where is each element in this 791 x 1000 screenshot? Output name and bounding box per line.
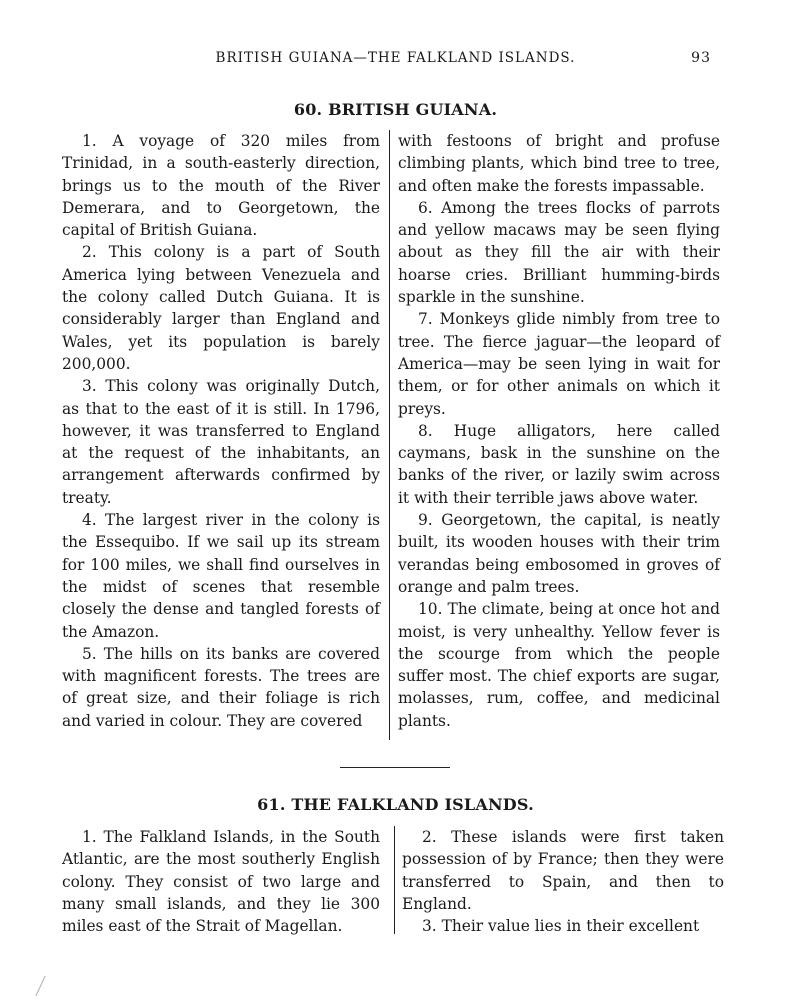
section-60-right-column — [398, 130, 720, 732]
paragraph: 7. Monkeys glide nimbly from tree to tree. The fierce jaguar—the leopard of America—may be seen lying in wait for them, or for other animals on which it preys. — [398, 310, 720, 418]
paragraph: 6. Among the trees flocks of parrots and yellow macaws may be seen flying about as they fill the air with their hoarse cries. Brilliant humming-birds sparkle in the sunshine. — [398, 198, 720, 307]
page-mark — [35, 976, 45, 996]
paragraph: 9. Georgetown, the capital, is neatly built, its wooden houses with their trim verandas being embosomed in groves of orange and palm trees. — [398, 511, 720, 596]
section-61-right-column — [402, 826, 724, 937]
section-60-left-column — [62, 130, 380, 732]
paragraph: 1. The Falkland Islands, in the South Atlantic, are the most southerly English colony. They consist of two large and many small islands, and they lie 300 miles east of the Strait of Magellan. — [62, 828, 380, 936]
paragraph-continuation: with festoons of bright and profuse climbing plants, which bind tree to tree, and often make the forests impassable. — [398, 132, 720, 195]
paragraph: 5. The hills on its banks are covered with magnificent forests. The trees are of great size, and their foliage is rich and varied in colour. They are covered — [62, 644, 380, 730]
page-number: 93 — [691, 50, 711, 66]
section-61-title: 61. THE FALKLAND ISLANDS. — [257, 795, 534, 814]
paragraph: 2. These islands were first taken possession of by France; then they were transferred to Spain, and then to England. — [402, 828, 724, 913]
paragraph: 10. The climate, being at once hot and moist, is very unhealthy. Yellow fever is the scourge from which the people suffer most. The chief exports are sugar, molasses, rum, coffee, and medicinal plants. — [398, 600, 720, 730]
running-title: BRITISH GUIANA—THE FALKLAND ISLANDS. — [215, 50, 576, 66]
section-60-title: 60. BRITISH GUIANA. — [293, 100, 498, 119]
section-61-left-column — [62, 826, 380, 937]
paragraph: 1. A voyage of 320 miles from Trinidad, in a south-easterly direction, brings us to the mouth of the River Demerara, and to Georgetown, the capital of British Guiana. — [62, 132, 380, 240]
paragraph: 3. This colony was originally Dutch, as that to the east of it is still. In 1796, however, it was transferred to England at the request of the inhabitants, an arrangement afterwards confirmed by treaty. — [62, 377, 380, 507]
paragraph: 2. This colony is a part of South America lying between Venezuela and the colony called Dutch Guiana. It is considerably larger than England and Wales, yet its population is barely 200,000. — [62, 243, 380, 373]
section-separator — [340, 767, 450, 768]
column-divider — [394, 826, 395, 934]
paragraph: 4. The largest river in the colony is the Essequibo. If we sail up its stream for 100 miles, we shall find ourselves in the midst of scenes that resemble closely the dense and tangled forests of the Amazon. — [62, 511, 380, 641]
paragraph: 3. Their value lies in their excellent — [422, 917, 700, 936]
paragraph: 8. Huge alligators, here called caymans, bask in the sunshine on the banks of the river, or lazily swim across it with their terrible jaws above water. — [398, 421, 720, 507]
column-divider — [389, 130, 390, 740]
